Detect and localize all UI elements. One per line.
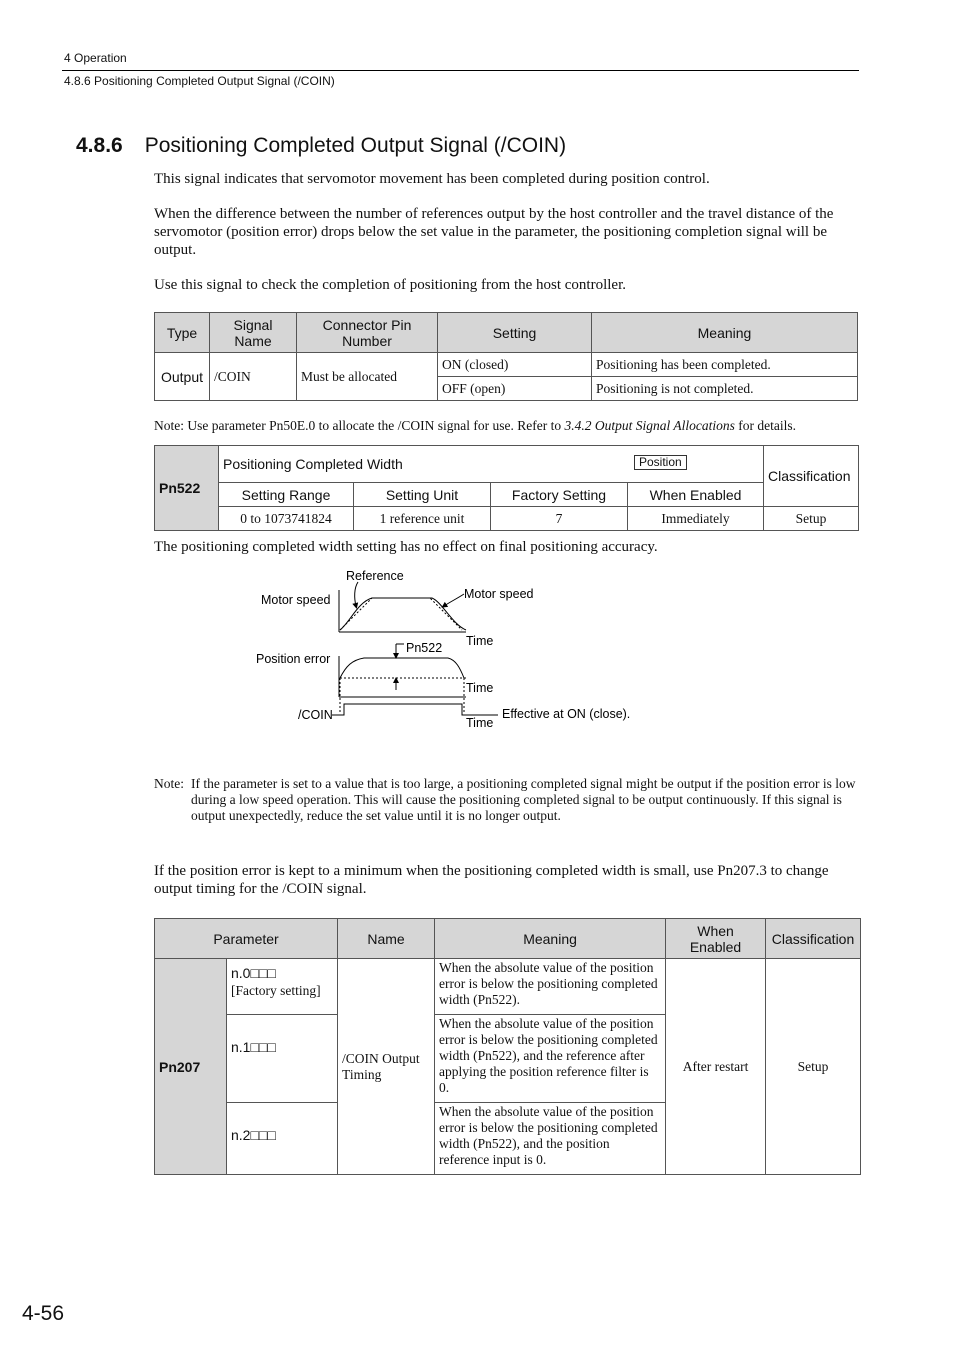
note-allocation-ref: 3.4.2 Output Signal Allocations: [564, 418, 735, 433]
paragraph-intro: This signal indicates that servomotor movement has been completed during position control.: [154, 171, 710, 187]
pn522-factory: 7: [491, 507, 628, 531]
motor-speed-curve: [340, 598, 466, 630]
signal-header-setting: Setting: [438, 313, 592, 353]
section-number: 4.8.6: [76, 134, 123, 157]
pn207-row-2-code: n.2□□□: [231, 1127, 276, 1143]
pn522-classification: Setup: [764, 507, 859, 531]
pn207-row-0-meaning: When the absolute value of the position error is below the positioning completed width (Pn522).: [435, 959, 666, 1015]
running-header-chapter: 4 Operation: [64, 51, 127, 65]
note-allocation-prefix: Note: Use parameter Pn50E.0 to allocate the /COIN signal for use. Refer to: [154, 418, 565, 433]
signal-setting-on: ON (closed): [438, 353, 592, 377]
pn522-name: Positioning Completed Width: [223, 456, 403, 472]
signal-header-type: Type: [155, 313, 210, 353]
note-allocation-suffix: for details.: [734, 418, 797, 433]
note-large-value: [154, 776, 859, 824]
pn207-name: /COIN Output Timing: [338, 959, 435, 1175]
page-number: 4-56: [22, 1302, 65, 1325]
signal-header-name: Signal Name: [210, 313, 297, 353]
reference-curve: [340, 598, 462, 630]
pn522-range: 0 to 1073741824: [219, 507, 354, 531]
pn522-header-range: Setting Range: [219, 483, 354, 507]
diagram-effective: Effective at ON (close).: [502, 707, 631, 721]
signal-setting-off: OFF (open): [438, 377, 592, 401]
note-allocation: [154, 418, 859, 434]
pn207-row-0-setting: [227, 959, 338, 1015]
pn207-header-name: Name: [338, 919, 435, 959]
note-large-value-prefix: Note:: [154, 776, 184, 791]
signal-name: /COIN: [210, 353, 297, 401]
coin-signal-line: [332, 704, 498, 715]
paragraph-difference: When the difference between the number of references output by the host controller and the travel distance of the servomotor (position error) drops below the set value in the parameter, the positioning completion signal will be output.: [154, 206, 834, 258]
diagram-time-1: Time: [466, 634, 494, 648]
pn522-header-enabled: When Enabled: [628, 483, 764, 507]
pn207-row-1-code: n.1□□□: [231, 1039, 276, 1055]
pn522-name-cell: [219, 446, 764, 483]
diagram-time-2: Time: [466, 681, 494, 695]
paragraph-use: Use this signal to check the completion of positioning from the host controller.: [154, 277, 627, 293]
signal-table: [154, 312, 858, 401]
pn207-when-enabled: After restart: [666, 959, 766, 1175]
pn207-header-classification: Classification: [766, 919, 861, 959]
timing-diagram: [240, 562, 660, 740]
section-title: Positioning Completed Output Signal (/COIN): [144, 134, 567, 157]
motor-speed-arrow: [444, 594, 464, 606]
diagram-time-3: Time: [466, 716, 494, 730]
paragraph-timing: If the position error is kept to a minimum when the positioning completed width is small, use Pn207.3 to change output timing for the /COIN signal.: [154, 863, 829, 897]
pn207-row-1-setting: [227, 1015, 338, 1103]
signal-meaning-on: Positioning has been completed.: [592, 353, 858, 377]
pn522-param: Pn522: [155, 446, 219, 531]
signal-header-pin: Connector Pin Number: [297, 313, 438, 353]
diagram-coin: /COIN: [298, 708, 333, 722]
pn207-header-parameter: Parameter: [155, 919, 338, 959]
pn207-param: Pn207: [155, 959, 227, 1175]
pn207-row-1-meaning: When the absolute value of the position error is below the positioning completed width (Pn522), and the reference after applying the position reference filter is 0.: [435, 1015, 666, 1103]
section-heading: [76, 134, 566, 158]
pn207-classification: Setup: [766, 959, 861, 1175]
pn522-unit: 1 reference unit: [354, 507, 491, 531]
diagram-reference-label: Reference: [346, 569, 404, 583]
pn207-row-2-meaning: When the absolute value of the position error is below the positioning completed width (Pn522), and the position reference input is 0.: [435, 1103, 666, 1175]
diagram-pn522: Pn522: [406, 641, 443, 655]
signal-pin: Must be allocated: [297, 353, 438, 401]
signal-header-meaning: Meaning: [592, 313, 858, 353]
signal-meaning-off: Positioning is not completed.: [592, 377, 858, 401]
pn522-table: [154, 445, 859, 531]
pn207-row-0-sub: [Factory setting]: [231, 983, 321, 998]
paragraph-accuracy: The positioning completed width setting has no effect on final positioning accuracy.: [154, 539, 658, 555]
signal-type: Output: [155, 353, 210, 401]
header-rule: [62, 70, 859, 71]
pn522-header-unit: Setting Unit: [354, 483, 491, 507]
position-error-curve: [340, 658, 464, 678]
diagram-position-error: Position error: [256, 652, 331, 666]
diagram-motor-speed-right: Motor speed: [464, 587, 534, 601]
pn207-row-2-setting: [227, 1103, 338, 1175]
position-badge: Position: [634, 455, 687, 470]
pn207-table: [154, 918, 861, 1175]
pn522-enabled: Immediately: [628, 507, 764, 531]
pn207-header-meaning: Meaning: [435, 919, 666, 959]
pn522-header-factory: Factory Setting: [491, 483, 628, 507]
pn207-row-0-code: n.0□□□: [231, 965, 276, 981]
reference-arrow: [355, 582, 358, 606]
pn207-header-enabled: When Enabled: [666, 919, 766, 959]
diagram-motor-speed-left: Motor speed: [261, 593, 331, 607]
note-large-value-text: If the parameter is set to a value that is too large, a positioning completed signal might be output if the position error is low during a low speed operation. This will cause the positioning completed signal to be output continuously. If this signal is output unexpectedly, reduce the set value until it is no longer output.: [191, 776, 856, 823]
running-header-section: 4.8.6 Positioning Completed Output Signal (/COIN): [64, 74, 335, 88]
pn522-classification-header: Classification: [764, 446, 859, 507]
